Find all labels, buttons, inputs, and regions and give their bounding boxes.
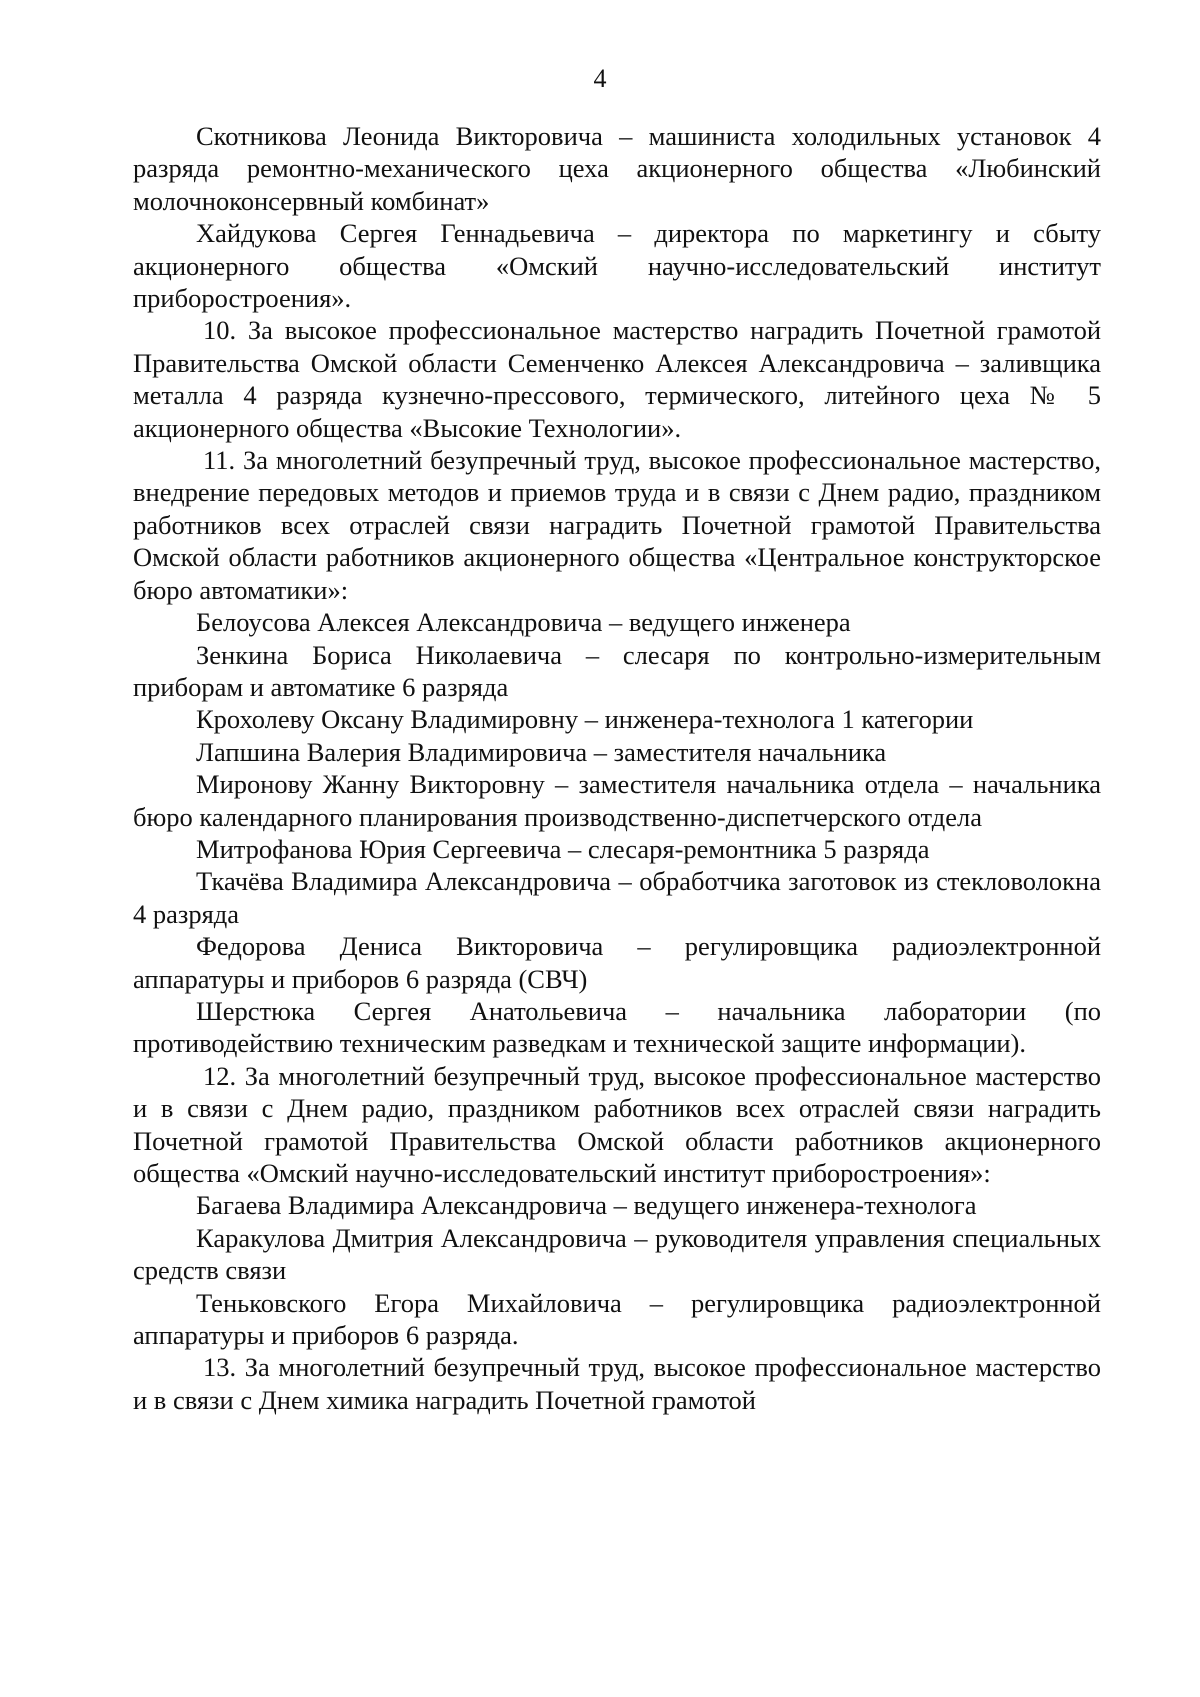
paragraph-award-mitrofanov: Митрофанова Юрия Сергеевича – слесаря-ремонтника 5 разряда [196, 833, 930, 864]
paragraph-award-lapshin: Лапшина Валерия Владимировича – заместителя начальника [196, 736, 887, 767]
paragraph-award-krokholeva: Крохолеву Оксану Владимировну – инженера-технолога 1 категории [196, 704, 974, 735]
paragraph-award-skotnikov: Скотникова Леонида Викторовича – машиниста холодильных установок 4 разряда ремонтно-механического цеха акционерного общества «Любинский молочноконсервный комбинат» [133, 121, 1101, 216]
paragraph-award-khaidukov: Хайдукова Сергея Геннадьевича – директора по маркетингу и сбыту акционерного общества «Омский научно-исследовательский институт приборостроения». [133, 218, 1101, 314]
paragraph-item-13: 13. За многолетний безупречный труд, высокое профессиональное мастерство и в связи с Днем химика наградить Почетной грамотой [133, 1352, 1101, 1415]
page-number: 4 [593, 64, 607, 93]
paragraph-item-12: 12. За многолетний безупречный труд, высокое профессиональное мастерство и в связи с Днем радио, праздником работников всех отраслей связи наградить Почетной грамотой Правительства Омской области работников акционерного общества «Омский научно-исследовательский институт приборостроения»: [133, 1060, 1101, 1188]
paragraph-award-belousov: Белоусова Алексея Александровича – ведущего инженера [196, 607, 851, 638]
document-body [133, 120, 1101, 1416]
paragraph-award-sherstyuk: Шерстюка Сергея Анатольевича – начальника лаборатории (по противодействию техническим разведкам и технической защите информации). [133, 995, 1101, 1059]
paragraph-award-bagaev: Багаева Владимира Александровича – ведущего инженера-технолога [196, 1190, 977, 1221]
paragraph-award-tenkovsky: Теньковского Егора Михайловича – регулировщика радиоэлектронной аппаратуры и приборов 6 разряда. [133, 1287, 1101, 1351]
paragraph-award-karakulov: Каракулова Дмитрия Александровича – руководителя управления специальных средств связи [133, 1222, 1101, 1286]
paragraph-item-10: 10. За высокое профессиональное мастерство наградить Почетной грамотой Правительства Омской области Семенченко Алексея Александровича – заливщика металла 4 разряда кузнечно-прессового, термического, литейного цеха № 5 акционерного общества «Высокие Технологии». [133, 315, 1101, 443]
paragraph-award-tkachev: Ткачёва Владимира Александровича – обработчика заготовок из стекловолокна 4 разряда [133, 866, 1101, 929]
paragraph-award-zenkin: Зенкина Бориса Николаевича – слесаря по контрольно-измерительным приборам и автоматике 6 разряда [133, 639, 1101, 702]
paragraph-award-mironova: Миронову Жанну Викторовну – заместителя начальника отдела – начальника бюро календарного планирования производственно-диспетчерского отдела [133, 769, 1101, 832]
paragraph-item-11: 11. За многолетний безупречный труд, высокое профессиональное мастерство, внедрение передовых методов и приемов труда и в связи с Днем радио, праздником работников всех отраслей связи наградить Почетной грамотой Правительства Омской области работников акционерного общества «Центральное конструкторское бюро автоматики»: [133, 445, 1101, 605]
paragraph-award-fedorov: Федорова Дениса Викторовича – регулировщика радиоэлектронной аппаратуры и приборов 6 разряда (СВЧ) [133, 931, 1101, 994]
